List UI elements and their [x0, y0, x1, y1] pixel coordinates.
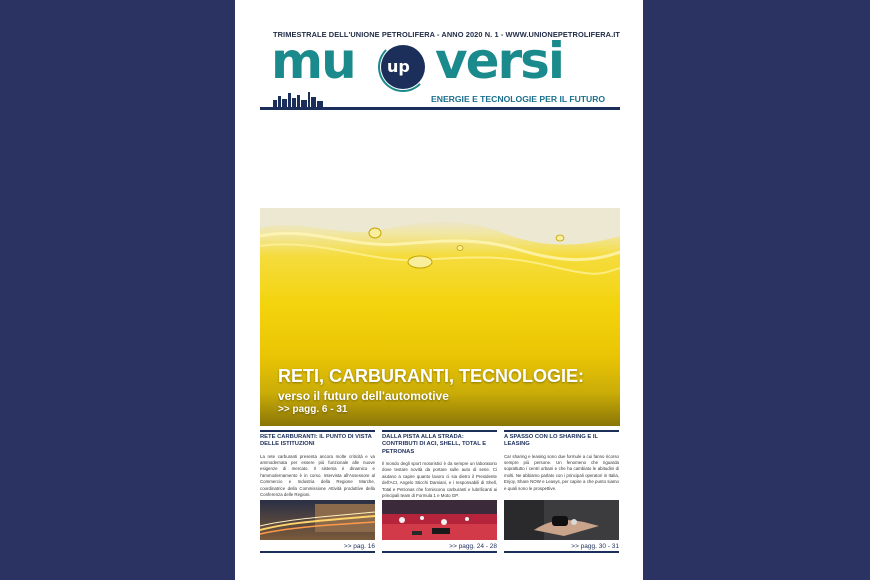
masthead-tagline: TRIMESTRALE DELL'UNIONE PETROLIFERA - ANNO 2020 N. 1 - WWW.UNIONEPETROLIFERA.IT	[273, 30, 621, 39]
cover-headline: RETI, CARBURANTI, TECNOLOGIE:	[278, 366, 584, 386]
article-image-street	[260, 500, 375, 540]
column-rule	[382, 430, 497, 432]
logo-text-right: versi	[435, 32, 564, 90]
article-column	[382, 430, 497, 499]
article-body: Il mondo degli sport motoristici è da sempre un laboratorio dove testare novità da portare sulle auto di serie. Ci aiutano a capire quanto lavoro ci sia dietro il Presidente dell'ACI, Angelo Sticchi Damiani, e i responsabili di Shell, Total e Petronas che forniscono carburanti e lubrificanti ai principali team di Formula 1 e Moto GP.	[382, 460, 497, 498]
masthead-subtitle: ENERGIE E TECNOLOGIE PER IL FUTURO	[431, 94, 606, 104]
column-bottom-rule	[382, 551, 497, 553]
cover-subheadline: verso il futuro dell'automotive	[278, 389, 449, 403]
column-rule	[260, 430, 375, 432]
article-body: Car sharing e leasing sono due formule a cui fanno ricorso sempre più persone. Un fenomeno che riguarda soprattutto i centri urbani e che ha cambiato le abitudini di molti. Ne abbiamo parlato con i principali operatori in Italia, Enjoy, Share NOW e Leasys, per capire a che punto siamo e quali sono le prospettive.	[504, 453, 619, 491]
city-skyline-icon	[273, 90, 323, 108]
cover-pages: >> pagg. 6 - 31	[278, 404, 348, 415]
article-pages: >> pagg. 24 - 28	[449, 543, 497, 550]
article-column	[260, 430, 375, 498]
logo-up-text: up	[387, 57, 410, 76]
article-title: DALLA PISTA ALLA STRADA: CONTRIBUTI DI ACI, SHELL, TOTAL E PETRONAS	[382, 434, 487, 455]
article-title: RETE CARBURANTI: IL PUNTO DI VISTA DELLE ISTITUZIONI	[260, 434, 372, 448]
article-image-racing	[382, 500, 497, 540]
column-bottom-rule	[260, 551, 375, 553]
article-title: A SPASSO CON LO SHARING E IL LEASING	[504, 434, 598, 448]
article-body: La rete carburanti presenta ancora molte criticità e va ammodernata per essere più funzionale alle nuove esigenze di mercato. Il sistema è dinamico e l'ammodernamento è in corso. Intervista all'Assessore al Commercio e Industria della Regione Marche, coordinatrice della Commissione Attività produttive della Conferenza delle Regioni.	[260, 453, 375, 498]
magazine-cover	[235, 0, 643, 580]
logo-up-circle	[381, 45, 425, 89]
logo-text-left: mu	[271, 32, 355, 90]
article-pages: >> pag. 16	[343, 543, 375, 550]
masthead-divider	[260, 107, 620, 110]
column-bottom-rule	[504, 551, 619, 553]
column-rule	[504, 430, 619, 432]
cover-hero-image	[260, 208, 620, 426]
article-pages: >> pagg. 30 - 31	[571, 543, 619, 550]
article-image-car-keys	[504, 500, 619, 540]
article-column	[504, 430, 619, 492]
